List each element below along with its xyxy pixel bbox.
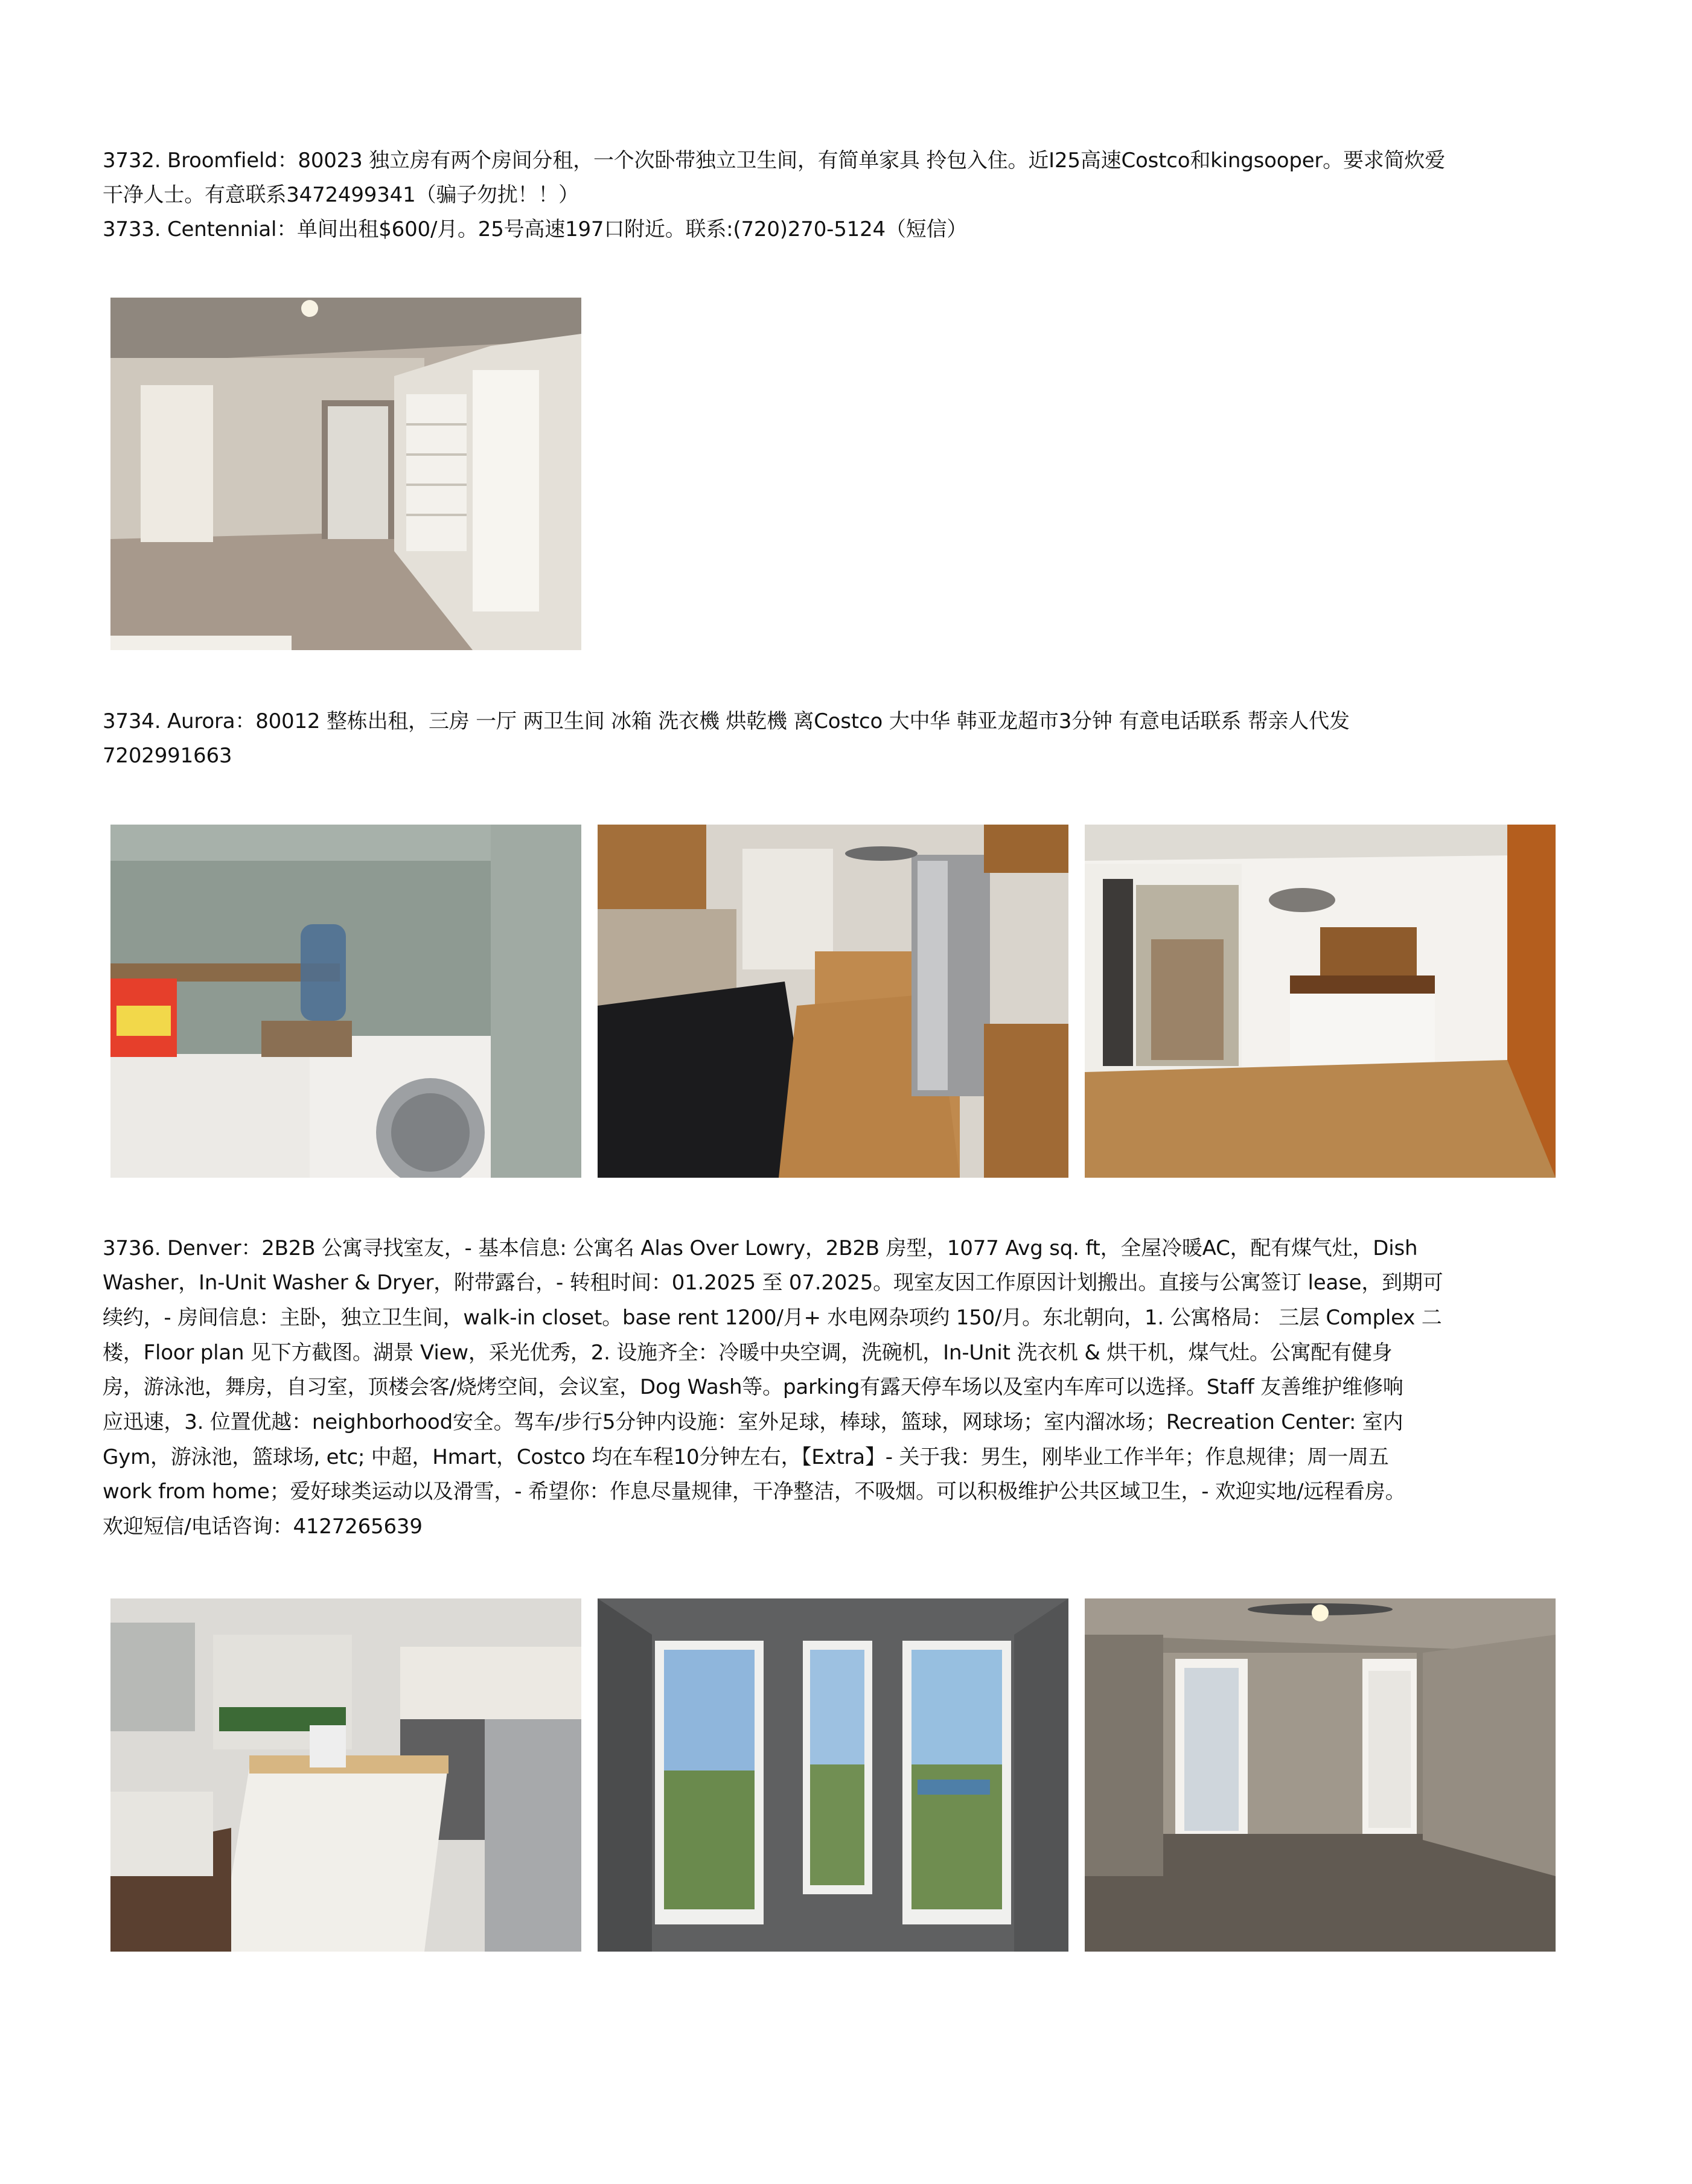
listing-3736-line6: 应迅速，3. 位置优越：neighborhood安全。驾车/步行5分钟内设施：室外足球，棒球，篮球，网球场；室内溜冰场；Recreation Center: 室内 [103,1410,1403,1434]
dining-area-photo [1085,825,1556,1178]
kitchen-photo [598,825,1068,1178]
listing-3736-line5: 房，游泳池，舞房，自习室，顶楼会客/烧烤空间，会议室，Dog Wash等。parking有露天停车场以及室内车库可以选择。Staff 友善维护维修响 [103,1375,1403,1399]
listing-3736-line9: 欢迎短信/电话咨询：4127265639 [103,1515,423,1539]
listing-3732-line1: 3732. Broomfield：80023 独立房有两个房间分租，一个次卧带独立卫生间，有简单家具 拎包入住。近I25高速Costco和kingsooper。要求简炊爱 [103,148,1445,173]
listing-3736-line8: work from home；爱好球类运动以及滑雪，- 希望你：作息尽量规律，干净整洁，不吸烟。可以积极维护公共区域卫生，- 欢迎实地/远程看房。 [103,1480,1406,1504]
bedroom-closet-photo [110,298,581,650]
listing-3734-line2: 7202991663 [103,744,232,768]
listing-3736-line1: 3736. Denver：2B2B 公寓寻找室友，- 基本信息: 公寓名 Alas Over Lowry，2B2B 房型，1077 Avg sq. ft，全屋冷暖AC，配有煤气灶，Dish [103,1236,1418,1260]
lake-view-windows-photo [598,1598,1068,1952]
listing-3736-line3: 续约，- 房间信息：主卧，独立卫生间，walk-in closet。base rent 1200/月+ 水电网杂项约 150/月。东北朝向，1. 公寓格局： 三层 Complex 二 [103,1306,1442,1330]
listing-3736-line4: 楼，Floor plan 见下方截图。湖景 View，采光优秀，2. 设施齐全：冷暖中央空调，洗碗机，In-Unit 洗衣机 & 烘干机，煤气灶。公寓配有健身 [103,1341,1393,1365]
laundry-room-photo [110,825,581,1178]
listing-3736-line2: Washer，In-Unit Washer & Dryer，附带露台，- 转租时间：01.2025 至 07.2025。现室友因工作原因计划搬出。直接与公寓签订 lease，到期可 [103,1271,1443,1295]
listing-3734-line1: 3734. Aurora：80012 整栋出租，三房 一厅 两卫生间 冰箱 洗衣機 烘乾機 离Costco 大中华 韩亚龙超市3分钟 有意电话联系 帮亲人代发 [103,709,1350,733]
apartment-living-kitchen-photo [110,1598,581,1952]
listing-3733-line1: 3733. Centennial：单间出租$600/月。25号高速197口附近。联系:(720)270-5124（短信） [103,217,968,241]
listing-3732-line2: 干净人士。有意联系3472499341（骗子勿扰！！） [103,183,579,207]
master-bedroom-photo [1085,1598,1556,1952]
listing-3736-line7: Gym，游泳池，篮球场, etc; 中超，Hmart，Costco 均在车程10分钟左右，【Extra】- 关于我：男生，刚毕业工作半年；作息规律；周一周五 [103,1445,1389,1469]
